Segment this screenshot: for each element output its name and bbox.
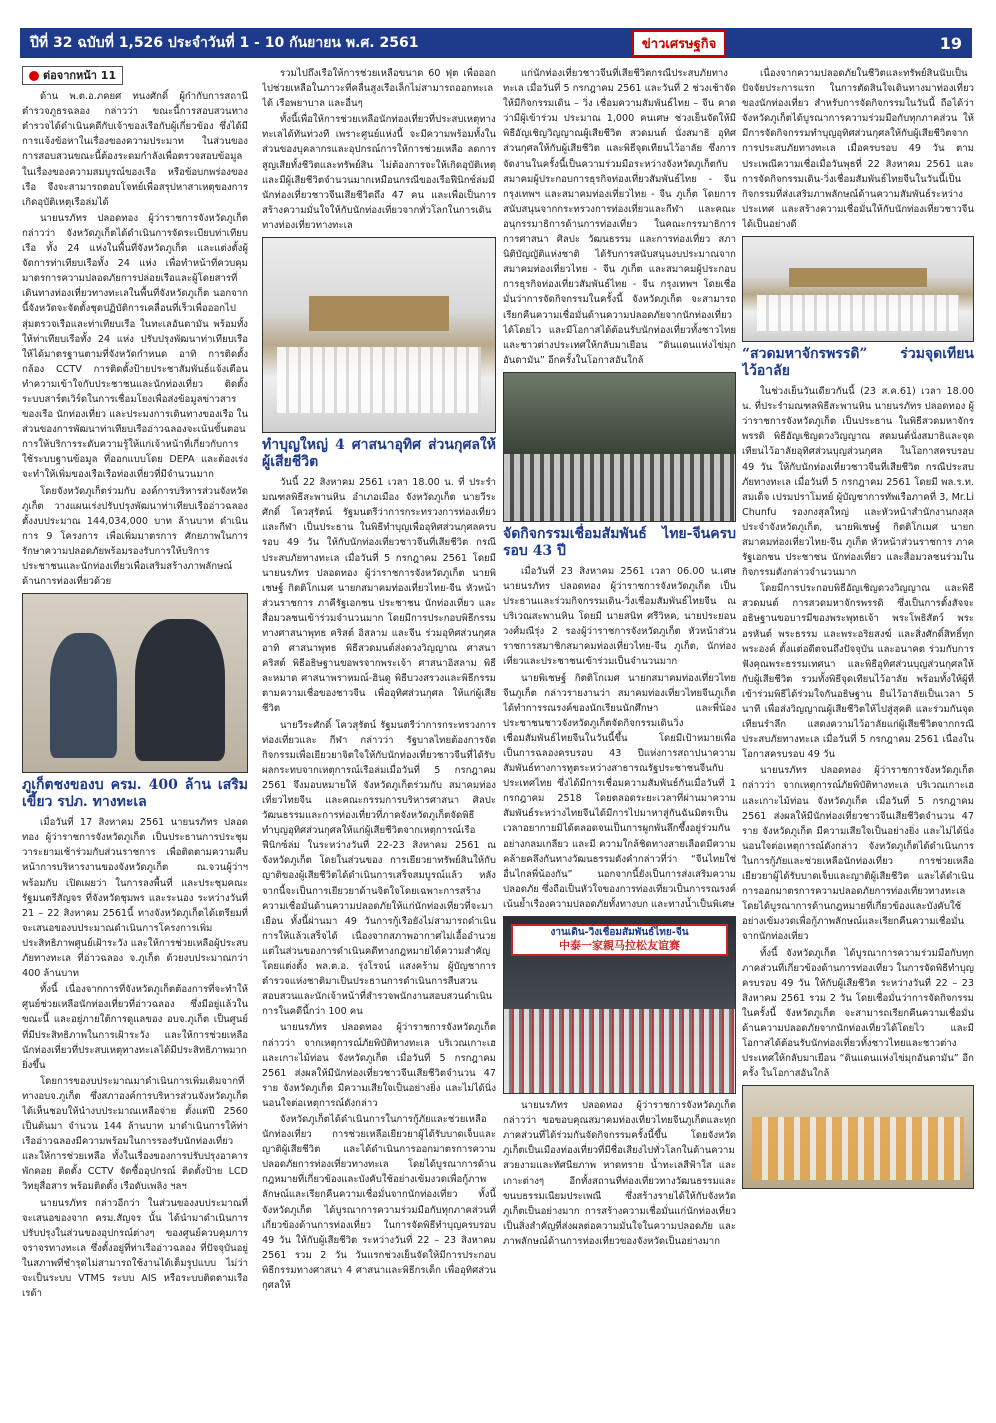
article-paragraph: นายนรภัทร ปลอดทอง ผู้ว่าราชการจังหวัดภูเก็ต กล่าวว่า จังหวัดภูเก็ตได้ดำเนินการจัดระเบียบท่าเทียบเรือ ทั้ง 24 แห่งในพื้นที่จังหวัดภูเก็ต และแต่งตั้งผู้จัดการท่าเทียบเรือทั้ง 24 แห่ง เพื่อทำหน้าที่ควบคุมมาตรการความปลอดภัยการปล่อยเรือและผู้โดยสารที่เดินทางท่องเที่ยวทางทะเลในพื้นที่จังหวัดภูเก็ต นอกจากนี้จังหวัดจะจัดตั้งชุดปฏิบัติการเคลื่อนที่เร็วเพื่อออกไปสุ่มตรวจเรือและท่าเทียบเรือ ในทะเลอันดามัน พร้อมทั้งให้ท่าเทียบเรือทั้ง 24 แห่ง ปรับปรุงพัฒนาท่าเทียบเรือให้ได้มาตรฐานตามที่จังหวัดกำหนด อาทิ การติดตั้งกล้อง CCTV การติดตั้งป้ายประชาสัมพันธ์แจ้งเตือนทำความเข้าใจกับประชาชนและนักท่องเที่ยว ติดตั้งระบบสาร์ตเวิร์ดในการเชื่อมโยงเพื่อส่งข้อมูลข่าวสาร ของเรือ นักท่องเที่ยว และประมงการเดินทางของเรือ ในส่วนของการพัฒนาท่าเทียบเรืออ่าวฉลองจะเน้นขั้นตอนการให้บริการระดับความรู้ให้แก่เจ้าหน้าที่เกี่ยวกับการใช้ระบบฐานข้อมูล ที่ออกแบบโดย DEPA และต้องเร่งจะทำให้เพิ่มของเรือเรือท่องเที่ยวที่มีจำนวนมาก [22,212,248,481]
article-paragraph: เมื่อวันที่ 17 สิงหาคม 2561 นายนรภัทร ปลอดทอง ผู้ว่าราชการจังหวัดภูเก็ต เป็นประธานการประชุมวาระยามเช้าร่วมกับส่วนราชการ เพื่อติดตามความคืบหน้าการบริหารงานของจังหวัดภูเก็ต ณ.จวนผู้ว่าฯ พร้อมกับ เปิดเผยว่า ในการลงพื้นที่ และประชุมคณะรัฐมนตรีสัญจร ที่จังหวัดชุมพร และระนอง ระหว่างวันที่ 21 – 22 สิงหาคม 2561นี้ ทางจังหวัดภูเก็ตได้เตรียมที่จะเสนอของบประมาณดำเนินการโครงการเพิ่มประสิทธิภาพศูนย์เฝ้าระวัง และให้การช่วยเหลือผู้ประสบภัยทางทะเล ที่อ่าวฉลอง จ.ภูเก็ต ด้วยงบประมาณกว่า 400 ล้านบาท [22,817,248,980]
article-paragraph: ทั้งนี้ จังหวัดภูเก็ต ได้บูรณาการความร่วมมือกับทุกภาคส่วนที่เกี่ยวข้องด้านการท่องเที่ยว ในการจัดพิธีทำบุญครบรอบ 49 วัน ให้กับผู้เสียชีวิต ระหว่างวันที่ 22 – 23 สิงหาคม 2561 รวม 2 วัน โดยเชื่อมั่นว่าการจัดกิจกรรมในครั้งนี้ จังหวัดภูเก็ต จะสามารถเรียกคืนความเชื่อมั่นด้านความปลอดภัยจากนักท่องเที่ยวได้โดยไว และมีโอกาสได้ต้อนรับนักท่องเที่ยวทั้งชาวไทยและชาวต่างประเทศให้กลับมาเยือน “ดินแดนแห่งไข่มุกอันดามัน” อีกครั้ง ในโอกาสอันใกล้ [742,947,974,1080]
page-number: 19 [939,33,962,53]
article-paragraph: นายพิเชษฐ์ กิตติโกเมศ นายกสมาคมท่องเที่ยวไทยจีนภูเก็ต กล่าวรายงานว่า สมาคมท่องเที่ยวไทยจีนภูเก็ตได้ทำการรณรงค์ของนักเรียนนักศึกษา และพี่น้องประชาชนชาวจังหวัดภูเก็ตจัดกิจกรรมเดินวิ่งเชื่อมสัมพันธ์ไทยจีนในวันนี้ขึ้น โดยมีเป้าหมายเพื่อเป็นการฉลองครบรอบ 43 ปีแห่งการสถาปนาความสัมพันธ์ทางการทูตระหว่างสาธารณรัฐประชาชนจีนกับประเทศไทย ซึ่งได้มีการเชื่อมความสัมพันธ์กันเมื่อวันที่ 1 กรกฎาคม 2518 โดยตลอดระยะเวลาที่ผ่านมาความสัมพันธ์ระหว่างไทยจีนได้มีการไปมาหาสู่กันฉันมิตรเป็นเวลาอยากายมิได้ตลอดจนเป็นการผูกพันลึกซึ้งอยู่ร่วมกันอย่างกลมเกลียว และมี ความใกล้ชิดทางสายเลือดมีความคล้ายคลึงกันทางวัฒนธรรมดังคำกล่าวที่ว่า “จีนไทยใช่อื่นไกลพี่น้องกัน” นอกจากนี้ยังเป็นการส่งเสริมความปลอดภัย ซึ่งถือเป็นหัวใจของการท่องเที่ยวเป็นการรณรงค์เน้นย้ำเรื่องความปลอดภัยทั้งทางบก และทางน้ำเป็นพิเศษ [503,672,736,910]
monks-photo [742,1085,974,1189]
candle-ceremony-photo [742,236,974,342]
meeting-photo [22,593,248,773]
event-banner: งานเดิน-วิ่งเชื่อมสัมพันธ์ไทย-จีน 中泰一家親马拉松友谊赛 [511,924,728,956]
masthead-logo: ข่าวเศรษฐกิจ [632,30,726,57]
article-paragraph: นายนรภัทร ปลอดทอง ผู้ว่าราชการจังหวัดภูเก็ต กล่าวว่า ขอขอบคุณสมาคมท่องเที่ยวไทยจีนภูเก็ตและทุกภาคส่วนที่ได้ร่วมกันจัดกิจกรรมครั้งนี้ขึ้น โดยจังหวัดภูเก็ตเป็นเมืองท่องเที่ยวที่มีชื่อเสียงไปทั่วโลกในด้านความสวยงามและทัศนียภาพ หาดทราย น้ำทะเลสีฟ้าใส และเกาะต่างๆ อีกทั้งสถานที่ท่องเที่ยวทางวัฒนธรรมและขนบธรรมเนียมประเพณี ซึ่งสร้างรายได้ให้กับจังหวัดภูเก็ตเป็นอย่างมาก การสร้างความเชื่อมั่นแก่นักท่องเที่ยวเป็นสิ่งสำคัญที่ส่งผลต่อความมั่นใจในความปลอดภัย และภาพลักษณ์ด้านการท่องเที่ยวของจังหวัดเป็นอย่างมาก [503,1100,736,1247]
page-header [20,28,972,58]
ceremony-hall-photo [262,237,496,433]
article-paragraph: นายนรภัทร ปลอดทอง ผู้ว่าราชการจังหวัดภูเก็ต กล่าวว่า จากเหตุการณ์ภัยพิบัติทางทะเล บริเวณเกาะเฮ และเกาะไม้ท่อน จังหวัดภูเก็ต เมื่อวันที่ 5 กรกฎาคม 2561 ส่งผลให้มีนักท่องเที่ยวชาวจีนเสียชีวิตจำนวน 47 ราย จังหวัดภูเก็ต มีความเสียใจเป็นอย่างยิ่ง และไม่ได้นิ่งนอนใจต่อเหตุการณ์ดังกล่าว จังหวัดภูเก็ตได้ดำเนินการในการกู้ภัยและช่วยเหลือนักท่องเที่ยว การช่วยเหลือเยียวยาผู้ได้รับบาดเจ็บและญาติผู้เสียชีวิต และได้ดำเนินการออกมาตรการความปลอดภัยการท่องเที่ยวทางทะเล โดยได้บูรณาการด้านกฎหมายที่เกี่ยวข้องและบังคับใช้อย่างเข้มงวดเพื่อกู้ภาพลักษณ์และเรียกคืนความเชื่อมั่นจากนักท่องเที่ยว [742,765,974,943]
article-headline: จัดกิจกรรมเชื่อมสัมพันธ์ ไทย-จีนครบรอบ 43 ปี [503,525,736,559]
article-paragraph: นายนรภัทร กล่าวอีกว่า ในส่วนของงบประมาณที่จะเสนอของจาก ครม.สัญจร นั้น ได้นำมาดำเนินการปรับปรุงในส่วนของอุปกรณ์ต่างๆ ของศูนย์ควบคุมการจราจรทางทะเล ซึ่งตั้งอยู่ที่ท่าเรืออ่าวฉลอง ที่ปัจจุบันอยู่ในสภาพที่ชำรุดไม่สามารถใช้งานได้เต็มรูปแบบ ไม่ว่าจะเป็นระบบ VTMS ระบบ AIS หรือระบบติดตามเรือ เรด้า [22,1197,248,1300]
article-paragraph: โดยการของบประมาณมาดำเนินการเพิ่มเติมจากที่ทางอบจ.ภูเก็ต ซึ่งสภาองค์การบริหารส่วนจังหวัดภูเก็ตได้เห็นชอบให้นำงบประมาณเหลือจ่าย ตั้งแต่ปี 2560 เป็นต้นมา จำนวน 144 ล้านบาท มาดำเนินการให้ท่าเรืออ่าวฉลองมีความพร้อมในการรองรับนักท่องเที่ยว และให้การช่วยเหลือ ทั้งในเรื่องของการปรับปรุงอาคารพักคอย ติดตั้ง CCTV จัดซื้ออุปกรณ์ ติดตั้งป้าย LCD วิทยุสื่อสาร พร้อมติดตั้ง เรือดับเพลิง ฯลฯ [22,1075,248,1193]
article-paragraph: โดยมีการประกอบพิธีอัญเชิญดวงวิญญาณ และพิธีสวดมนต์ การสวดมหาจักรพรรดิ ซึ่งเป็นการตั้งสัจจะอธิษฐานขอบารมีของพระพุทธเจ้า พระโพธิสัตว์ พระอรหันต์ พระธรรม และพระอริยสงฆ์ และสิ่งศักดิ์สิทธิ์ทุกพระองค์ ตั้งแต่อดีตจนถึงปัจจุบัน และอนาคต ร่วมกับการฟังคุณพระธรรมเทศนา และพิธีอุทิศส่วนบุญส่วนกุศลให้กับผู้เสียชีวิต รวมทั้งพิธีจุดเทียนไว้อาลัย พร้อมทั้งให้ผู้ที่เข้าร่วมพิธีได้ร่วมใจกันอธิษฐาน ยืนไว้อาลัยเป็นเวลา 5 นาที เพื่อส่งวิญญาณผู้เสียชีวิตให้ไปสู่สุคติ และร่วมกันจุดเทียนรำลึก แสดงความไว้อาลัยแก่ผู้เสียชีวิตจากกรณีประสบภัยทางทะเล เมื่อวันที่ 5 กรกฎาคม 2561 เนื่องในโอกาสครบรอบ 49 วัน [742,583,974,761]
issue-line: ปีที่ 32 ฉบับที่ 1,526 ประจำวันที่ 1 - 10 กันยายน พ.ศ. 2561 [30,35,419,51]
article-paragraph: เนื่องจากความปลอดภัยในชีวิตและทรัพย์สินนับเป็นปัจจัยประการแรก ในการตัดสินใจเดินทางมาท่องเที่ยวของนักท่องเที่ยว สำหรับการจัดกิจกรรมในวันนี้ ถือได้ว่าจังหวัดภูเก็ตได้บูรณาการความร่วมมือกับทุกภาคส่วน ให้มีการจัดกิจกรรมทำบุญอุทิศส่วนกุศลให้กับผู้เสียชีวิตจากการประสบภัยทางทะเล เมื่อครบรอบ 49 วัน ตามประเพณีความเชื่อเมื่อวันพุธที่ 22 สิงหาคม 2561 และการจัดกิจกรรมเดิน-วิ่งเชื่อมสัมพันธ์ไทยจีนในวันนี้เป็นกิจกรรมที่ส่งเสริมภาพลักษณ์ด้านความสัมพันธ์ระหว่างประเทศ และสร้างความเชื่อมั่นให้กับนักท่องเที่ยวชาวจีนได้เป็นอย่างดี [742,68,974,230]
column-4 [742,66,974,1416]
article-paragraph: โดยจังหวัดภูเก็ตร่วมกับ องค์การบริหารส่วนจังหวัดภูเก็ต วางแผนเร่งปรับปรุงพัฒนาท่าเทียบเรืออ่าวฉลอง ตั้งงบประมาณ 144,034,000 บาท ล้านบาท ดำเนินการ 9 โครงการ เพื่อเพิ่มมาตรการ ศักยภาพในการรักษาความปลอดภัยพร้อมรองรับการให้บริการประชาชนและนักท่องเที่ยวเพื่อเสริมสร้างภาพลักษณ์ด้านการท่องเที่ยวด้วย [22,485,248,588]
article-paragraph: ด้าน พ.ต.อ.ภคยศ ทนงศักดิ์ ผู้กำกับการสถานีตำรวจภูธรฉลอง กล่าวว่า ขณะนี้การสอบสวนทางตำรวจได้ดำเนินคดีกับเจ้าของเรือกับผู้เกี่ยวข้อง ซึ่งได้มีการแจ้งข้อหาในเรื่องของความประมาท ในส่วนของการสอบสวนขณะนี้ต้องระดมกำลังเพื่อตรวจสอบข้อมูลในเรื่องของความสมบูรณ์ของเรือ หรือข้อบกพร่องของเรือ จึงจะสามารถตอบโจทย์เพื่อสรุปหาสาเหตุของการเกิดอุบัติเหตุเรือล่มได้ [22,91,248,208]
article-paragraph: แก่นักท่องเที่ยวชาวจีนที่เสียชีวิตกรณีประสบภัยทางทะเล เมื่อวันที่ 5 กรกฎาคม 2561 และวันที่ 2 ช่วงเช้าจัดให้มีกิจกรรมเดิน – วิ่ง เชื่อมความสัมพันธ์ไทย – จีน คาดว่ามีผู้เข้าร่วม ประมาณ 1,000 คนเศษ ช่วงเย็นจัดให้มีพิธีอัญเชิญวิญญาณผู้เสียชีวิต สวดมนต์ นั่งสมาธิ อุทิศส่วนกุศลให้กับผู้เสียชีวิต และพิธีจุดเทียนไว้อาลัย ซึ่งการจัดงานในครั้งนี้เป็นความร่วมมือระหว่างจังหวัดภูเก็ตกับสมาคมผู้ประกอบการธุรกิจท่องเที่ยวสัมพันธ์ไทย - จีน กรุงเทพฯ และสมาคมท่องเที่ยวไทย - จีน ภูเก็ต โดยการสนับสนุนจากกระทรวงการท่องเที่ยวและกีฬา และคณะอนุกรรมาธิการด้านการท่องเที่ยว ในคณะกรรมาธิการการศาสนา ศิลปะ วัฒนธรรม และการท่องเที่ยว สภานิติบัญญัติแห่งชาติ ได้รับการสนับสนุนงบประมาณจากสมาคมท่องเที่ยวไทย - จีน ภูเก็ต และสมาคมผู้ประกอบการธุรกิจท่องเที่ยวสัมพันธ์ไทย - จีน กรุงเทพฯ โดยเชื่อมั่นว่าการจัดกิจกรรมในครั้งนี้ จังหวัดภูเก็ต จะสามารถเรียกคืนความเชื่อมั่นด้านความปลอดภัยจากนักท่องเที่ยวได้โดยไว และมีโอกาสได้ต้อนรับนักท่องเที่ยวทั้งชาวไทยและชาวต่างประเทศให้กลับมาเยือน “ดินแดนแห่งไข่มุกอันดามัน” อีกครั้งในโอกาสอันใกล้ [503,68,736,366]
article-paragraph: ทั้งนี้ เนื่องจากการที่จังหวัดภูเก็ตต้องการที่จะทำให้ศูนย์ช่วยเหลือนักท่องเที่ยวที่อ่าวฉลอง ซึ่งมีอยู่แล้วในขณะนี้ และอยู่ภายใต้การดูแลของ อบจ.ภูเก็ต เป็นศูนย์ที่มีประสิทธิภาพในการเฝ้าระวัง และให้การช่วยเหลือนักท่องเที่ยวที่ประสบเหตุทางทะเลได้มีประสิทธิภาพมากยิ่งขึ้น [22,984,248,1071]
continued-from-label: ต่อจากหน้า 11 [22,66,123,85]
article-paragraph: นายนรภัทร ปลอดทอง ผู้ว่าราชการจังหวัดภูเก็ต กล่าวว่า จากเหตุการณ์ภัยพิบัติทางทะเล บริเวณเกาะเฮและเกาะไม้ท่อน จังหวัดภูเก็ต เมื่อวันที่ 5 กรกฎาคม 2561 ส่งผลให้มีนักท่องเที่ยวชาวจีนเสียชีวิตจำนวน 47 ราย จังหวัดภูเก็ต มีความเสียใจเป็นอย่างยิ่ง และไม่ได้นิ่งนอนใจต่อเหตุการณ์ดังกล่าว [262,1022,496,1109]
run-event-photo [503,916,736,1094]
article-paragraph: จังหวัดภูเก็ตได้ดำเนินการในการกู้ภัยและช่วยเหลือนักท่องเที่ยว การช่วยเหลือเยียวยาผู้ได้รับบาดเจ็บและญาติผู้เสียชีวิต และได้ดำเนินการออกมาตรการความปลอดภัยการท่องเที่ยวทางทะเล โดยได้บูรณาการด้านกฎหมายที่เกี่ยวข้องและบังคับใช้อย่างเข้มงวดเพื่อกู้ภาพลักษณ์และเรียกคืนความเชื่อมั่นจากนักท่องเที่ยว ทั้งนี้ จังหวัดภูเก็ต ได้บูรณาการความร่วมมือกับทุกภาคส่วนที่เกี่ยวข้องด้านการท่องเที่ยว ในการจัดพิธีทำบุญครบรอบ 49 วัน ให้กับผู้เสียชีวิต ระหว่างวันที่ 22 – 23 สิงหาคม 2561 รวม 2 วัน วันแรกช่วงเย็นจัดให้มีการประกอบพิธีกรรมทางศาสนา 4 ศาสนาและพิธีกรเด็ก เพื่ออุทิศส่วนกุศลให้ [262,1113,496,1291]
column-2 [262,66,496,1416]
run-night-photo [503,372,736,522]
article-paragraph: เมื่อวันที่ 23 สิงหาคม 2561 เวลา 06.00 น.เศษ นายนรภัทร ปลอดทอง ผู้ว่าราชการจังหวัดภูเก็ต เป็นประธานและร่วมกิจกรรมเดิน-วิ่งเชื่อมสัมพันธ์ไทยจีน ณ บริเวณสะพานหิน โดยมี นายสนิท ศรีวิหค, นายประยอน วงศ์มณีรุ่ง 2 รองผู้ว่าราชการจังหวัดภูเก็ต หัวหน้าส่วนราชการสมาชิกสมาคมท่องเที่ยวไทย-จีน ภูเก็ต, นักท่องเที่ยวและประชาชนเข้าร่วมเป็นจำนวนมาก [503,565,736,668]
article-headline: ภูเก็ตชงของบ ครม. 400 ล้าน เสริมเขี้ยว รปภ. ทางทะเล [22,777,248,811]
article-paragraph: ทั้งนี้เพื่อให้การช่วยเหลือนักท่องเที่ยวที่ประสบเหตุทางทะเลได้ทันท่วงที เพราะศูนย์แห่งนี้ จะมีความพร้อมทั้งในส่วนของบุคลากรและอุปกรณ์การให้การช่วยเหลือ ลดการสูญเสียทั้งชีวิตและทรัพย์สิน ไม่ต้องการจะให้เกิดอุบัติเหตุและมีผู้เสียชีวิตจำนวนมากเหมือนกรณีของเรือฟีนิกซ์ล่มมีนักท่องเที่ยวชาวจีนเสียชีวิตถึง 47 คน และเพื่อเป็นการสร้างความมั่นใจให้กับนักท่องเที่ยวจากทั่วโลกในการเดินทางท่องเที่ยวทางทะเล [262,114,496,231]
red-dot-icon [29,71,39,81]
column-3 [503,66,736,1416]
article-paragraph: รวมไปถึงเรือให้การช่วยเหลือขนาด 60 ฟุต เพื่อออกไปช่วยเหลือในภาวะที่คลื่นสูงเรือเล็กไม่สามารถออกทะเลได้ เรือพยาบาล และอื่นๆ [262,68,496,110]
article-paragraph: นายวีระศักดิ์ โควสุรัตน์ รัฐมนตรีว่าการกระทรวงการท่องเที่ยวและ กีฬา กล่าวว่า รัฐบาลไทยต้องการจัดกิจกรรมเพื่อเยียวยาจิตใจให้กับนักท่องเที่ยวชาวจีนที่ได้รับผลกระทบจากเหตุการณ์เรือล่มเมื่อวันที่ 5 กรกฎาคม 2561 จึงมอบหมายให้ จังหวัดภูเก็ตร่วมกับ สมาคมท่องเที่ยวไทยจีน และคณะกรรมการบริหารศาสนา ศิลปะ วัฒนธรรมและการท่องเที่ยวที่ภาคจังหวัดภูเก็ตจัดพิธีทำบุญอุทิศส่วนกุศลให้แก่ผู้เสียชีวิตจากเหตุการณ์เรือฟีนิกซ์ล่ม ในระหว่างวันที่ 22-23 สิงหาคม 2561 ณ จังหวัดภูเก็ต โดยในส่วนของ การเยียวยาทรัพย์สินให้กับญาติของผู้เสียชีวิตได้ดำเนินการเสร็จสมบูรณ์แล้ว หลังจากนี้จะเป็นการเยียวยาด้านจิตใจโดยเฉพาะการสร้างความเชื่อมั่นด้านความปลอดภัยให้แก่นักท่องเที่ยวที่จะมาเยือน ทั้งนี้ผ่านมา 49 วันการกู้เรือยังไม่สามารถดำเนินการให้แล้วเสร็จได้ เนื่องจากสภาพอากาศไม่เอื้ออำนวย แต่ในส่วนของการดำเนินคดีทางกฎหมายได้ความสำคัญโดยแต่งตั้ง พล.ต.อ. รุ่งโรจน์ แสงคร้าม ผู้บัญชาการตำรวจแห่งชาติมาเป็นประธานการดำเนินการสืบสวนสอบสวนและนักเจ้าหน้าที่สำรวจพนักงานสอบสวนดำเนินการในคดีนี้กว่า 100 คน [262,719,496,1018]
article-paragraph: ในช่วงเย็นวันเดียวกันนี้ (23 ส.ค.61) เวลา 18.00 น. ที่ประรำมณฑลพิธีสะพานหิน นายนรภัทร ปลอดทอง ผู้ว่าราชการจังหวัดภูเก็ต เป็นประธาน ในพิธีสวดมหาจักรพรรดิ พิธีอัญเชิญดวงวิญญาณ สดมนต์นั่งสมาธิและจุดเทียนไว้อาลัยอุทิศส่วนบุญส่วนกุศล ในโอกาสครบรอบ 49 วัน ให้กับนักท่องเที่ยวชาวจีนที่เสียชีวิต กรณีประสบภัยทางทะเล เมื่อวันที่ 5 กรกฎาคม 2561 โดยมี พล.ร.ท. สมเด็จ เปรมปราโมทย์ ผู้บัญชาการทัพเรือภาคที่ 3, Mr.Li Chunfu รองกงสุลใหญ่ และหัวหน้าสำนักงานกงสุลประจำจังหวัดภูเก็ต, นายพิเชษฐ์ กิตติโกเมศ นายกสมาคมท่องเที่ยวไทย-จีน ภูเก็ต หัวหน้าส่วนราชการ ภาครัฐเอกชน ประชาชน นักท่องเที่ยว และสื่อมวลชนร่วมในกิจกรรมดังกล่าวจำนวนมาก [742,386,974,579]
article-headline: “สวดมหาจักรพรรดิ” ร่วมจุดเทียนไว้อาลัย [742,346,974,380]
article-headline: ทำบุญใหญ่ 4 ศาสนาอุทิศ ส่วนกุศลให้ผู้เสียชีวิต [262,437,496,471]
column-1 [22,66,248,1416]
article-paragraph: วันนี้ 22 สิงหาคม 2561 เวลา 18.00 น. ที่ ประรำมณฑลพิธีสะพานหิน อำเภอเมือง จังหวัดภูเก็ต นายวีระศักดิ์ โควสุรัตน์ รัฐมนตรีว่าการกระทรวงการท่องเที่ยวและกีฬา เป็นประธาน ในพิธีทำบุญเพื่ออุทิศส่วนกุศลครบรอบ 49 วัน ให้กับนักท่องเที่ยวชาวจีนที่เสียชีวิต กรณีประสบภัยทางทะเล เมื่อวันที่ 5 กรกฎาคม 2561 โดยมี นายนรภัทร ปลอดทอง ผู้ว่าราชการจังหวัดภูเก็ต นายพิเชษฐ์ กิตติโกเมศ นายกสมาคมท่องเที่ยวไทย-จีน หัวหน้าส่วนราชการ ภาคีรัฐเอกชน ประชาชน นักท่องเที่ยว และสื่อมวลชนเข้าร่วมจำนวนมาก โดยมีการประกอบพิธีกรรมทางศาสนาพุทธ คริสต์ อิสลาม และจีน ร่วมอุทิศส่วนกุศล อาทิ ศาสนาพุทธ พิธีสวดมนต์ส่งดวงวิญญาณ ศาสนาคริสต์ พิธีอธิษฐานขอพรจากพระเจ้า ศาสนาอิสลาม พิธีละหมาด ศาสนาพราหมณ์-ฮินดู พิธีบวงสรวงและพิธีกรรมตามความเชื่อของชาวจีน เพื่ออุทิศส่วนกุศล ให้แก่ผู้เสียชีวิต [262,477,496,715]
